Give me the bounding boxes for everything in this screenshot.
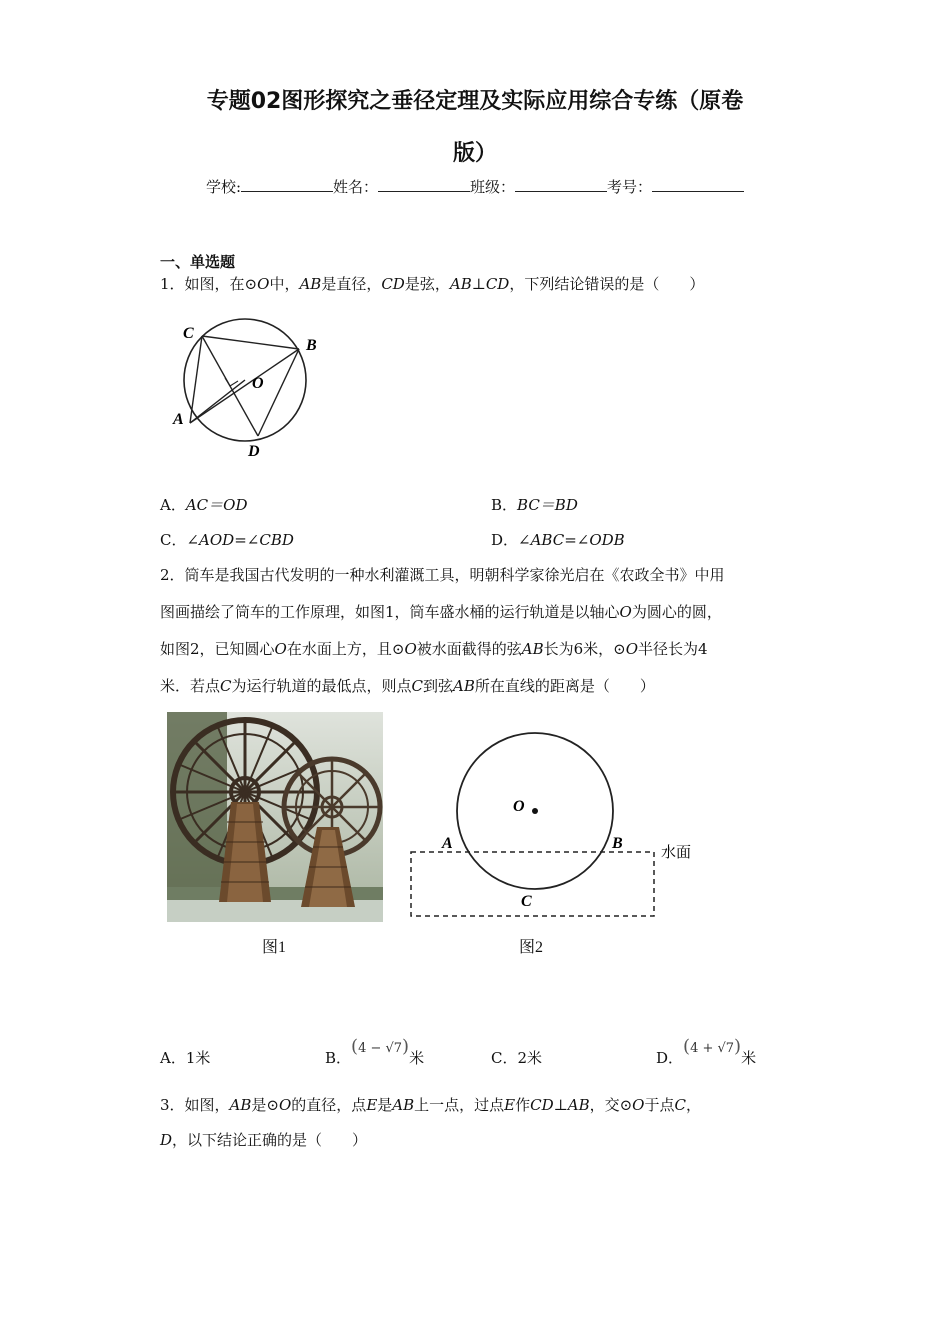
q2-sym-c: C xyxy=(411,677,423,695)
number-blank[interactable] xyxy=(652,177,744,192)
q2-option-d[interactable]: D．(4 + √7)米 xyxy=(656,1036,757,1067)
school-label: 学校: xyxy=(205,178,241,196)
school-blank[interactable] xyxy=(241,177,333,192)
water-wheel-photo xyxy=(167,712,383,922)
q2-sym-o: O xyxy=(619,603,632,621)
figure-1-caption: 图1 xyxy=(262,939,287,956)
q1-circle-figure xyxy=(165,318,335,463)
q1-label-o: O xyxy=(252,375,264,392)
q2-option-c[interactable]: C．2米 xyxy=(491,1049,543,1067)
question-3-text: 3．如图，AB是⊙O的直径，点E是AB上一点，过点E作CD⊥AB，交⊙O于点C， D，以下结论正确的是（ ） xyxy=(160,1096,701,1149)
page-title: 专题02图形探究之垂径定理及实际应用综合专练（原卷 xyxy=(206,89,744,114)
q2-sym-ab: AB xyxy=(453,677,475,695)
q1-option-d[interactable]: D．∠ABC=∠ODB xyxy=(491,531,625,549)
q2-sym-o: O xyxy=(274,640,287,658)
q2-sym-ab: AB xyxy=(521,640,544,658)
q2-label-c: C xyxy=(521,893,532,910)
q1-number: 1．如图，在⊙ xyxy=(160,275,258,293)
q1-text-part: 是弦， xyxy=(404,275,450,293)
q2-center-dot xyxy=(532,808,538,814)
question-2-text xyxy=(160,557,795,705)
q2-line: 2．筒车是我国古代发明的一种水利灌溉工具，明朝科学家徐光启在《农政全书》中用 xyxy=(160,566,725,584)
q1-segment-bd xyxy=(258,349,299,436)
class-blank[interactable] xyxy=(515,177,607,192)
q1-segment-cb xyxy=(202,336,299,349)
class-label: 班级： xyxy=(470,178,516,196)
q1-label-d: D xyxy=(248,443,260,460)
q1-option-b[interactable]: B．BC＝BD xyxy=(491,496,578,514)
name-blank[interactable] xyxy=(378,177,470,192)
q2-option-a[interactable]: A．1米 xyxy=(160,1049,211,1067)
q1-sym-o: O xyxy=(257,275,270,293)
q2-line: 米．若点C为运行轨道的最低点，则点C到弦AB所在直线的距离是（ ） xyxy=(160,677,655,695)
q1-sym-perp: AB⊥CD xyxy=(449,275,510,293)
q1-option-a[interactable]: A．AC＝OD xyxy=(160,496,248,514)
q2-sym-circle-o: ⊙O xyxy=(391,640,417,658)
q1-sym-cd: CD xyxy=(381,275,405,293)
figure-2-caption: 图2 xyxy=(519,939,544,956)
page-title-continued: 版） xyxy=(452,141,497,166)
question-1-text xyxy=(160,268,795,300)
section-heading: 一、单选题 xyxy=(160,253,236,271)
student-info-line xyxy=(0,176,950,197)
q1-label-b: B xyxy=(306,337,317,354)
q2-label-a: A xyxy=(442,835,453,852)
q1-sym-ab: AB xyxy=(299,275,322,293)
name-label: 姓名： xyxy=(333,178,379,196)
q2-label-o: O xyxy=(513,798,525,815)
q2-sym-circle-o: ⊙O xyxy=(613,640,639,658)
q1-text-part: ，下列结论错误的是（ ） xyxy=(509,275,705,293)
q1-option-c[interactable]: C．∠AOD=∠CBD xyxy=(160,531,294,549)
q2-option-b[interactable]: B．(4 − √7)米 xyxy=(325,1036,425,1067)
q2-figure-2 xyxy=(405,728,715,928)
q2-sym-c: C xyxy=(220,677,232,695)
water-surface-box xyxy=(411,852,654,916)
q2-line: 图画描绘了筒车的工作原理，如图1，筒车盛水桶的运行轨道是以轴心O为圆心的圆， xyxy=(160,603,722,621)
q1-text-part: 是直径， xyxy=(321,275,382,293)
q1-segment-ao xyxy=(190,380,245,423)
q1-label-a: A xyxy=(173,411,184,428)
number-label: 考号： xyxy=(607,178,653,196)
q2-line: 如图2，已知圆心O在水面上方，且⊙O被水面截得的弦AB长为6米，⊙O半径长为4 xyxy=(160,640,708,658)
q1-text-part: 中， xyxy=(269,275,300,293)
water-surface-label: 水面 xyxy=(661,843,692,861)
q2-label-b: B xyxy=(612,835,623,852)
q1-label-c: C xyxy=(183,325,194,342)
